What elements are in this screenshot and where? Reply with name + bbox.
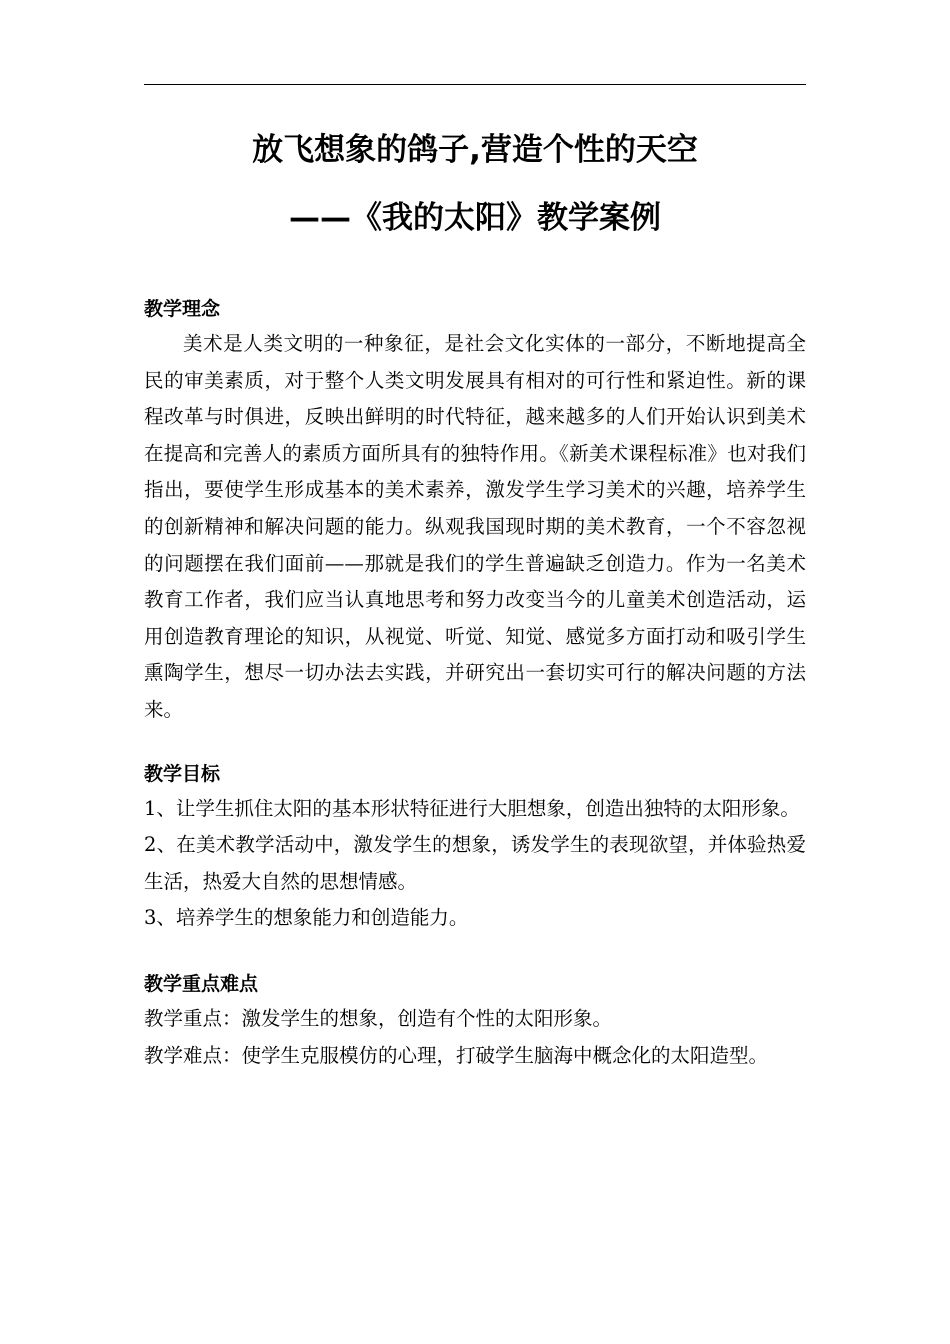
key-point-difficulty: 教学难点：使学生克服模仿的心理，打破学生脑海中概念化的太阳造型。: [144, 1043, 769, 1067]
document-subtitle: ——《我的太阳》教学案例: [289, 200, 661, 236]
section-heading-philosophy: 教学理念: [144, 298, 221, 320]
header-rule: [144, 84, 806, 85]
section-spacer: [144, 729, 806, 757]
key-point-focus: 教学重点：激发学生的想象，创造有个性的太阳形象。: [144, 1006, 613, 1030]
document-title: 放飞想象的鸽子,营造个性的天空: [252, 132, 698, 168]
objective-item-2: 2、在美术教学活动中，激发学生的想象，诱发学生的表现欲望，并体验热爱生活，热爱大自然的思想情感。: [144, 833, 806, 893]
document-body: [144, 292, 806, 1074]
philosophy-paragraph: 美术是人类文明的一种象征，是社会文化实体的一部分，不断地提高全民的审美素质，对于整个人类文明发展具有相对的可行性和紧迫性。新的课程改革与时俱进，反映出鲜明的时代特征，越来越多的人们开始认识到美术在提高和完善人的素质方面所具有的独特作用。《新美术课程标准》也对我们指出，要使学生形成基本的美术素养，激发学生学习美术的兴趣，培养学生的创新精神和解决问题的能力。纵观我国现时期的美术教育，一个不容忽视的问题摆在我们面前——那就是我们的学生普遍缺乏创造力。作为一名美术教育工作者，我们应当认真地思考和努力改变当今的儿童美术创造活动，运用创造教育理论的知识，从视觉、听觉、知觉、感觉多方面打动和吸引学生熏陶学生，想尽一切办法去实践，并研究出一套切实可行的解决问题的方法来。: [144, 332, 806, 721]
section-heading-objectives: 教学目标: [144, 762, 221, 785]
section-heading-key-points: 教学重点难点: [144, 972, 259, 995]
section-spacer: [144, 937, 806, 967]
objective-item-1: 1、让学生抓住太阳的基本形状特征进行大胆想象，创造出独特的太阳形象。: [144, 796, 800, 820]
objective-item-3: 3、培养学生的想象能力和创造能力。: [144, 906, 469, 930]
